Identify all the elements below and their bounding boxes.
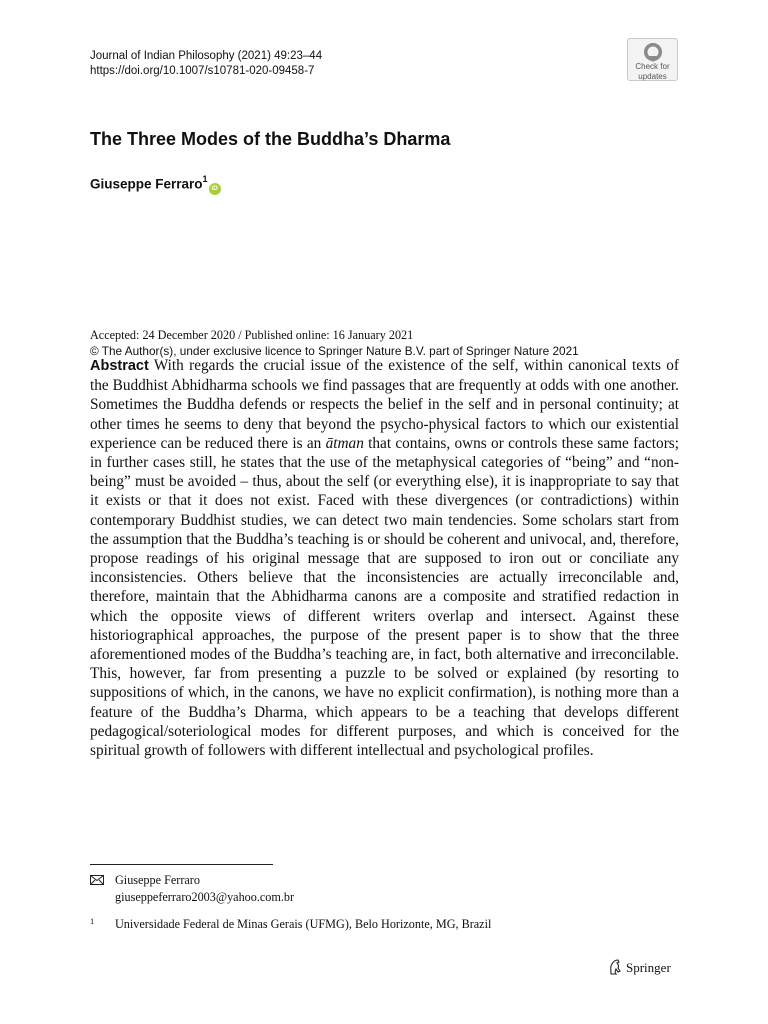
doi-link[interactable]: https://doi.org/10.1007/s10781-020-09458-7 (90, 65, 315, 77)
publication-dates (90, 327, 579, 359)
check-for-updates-icon (643, 42, 663, 62)
publisher-logo (607, 959, 671, 976)
abstract-label: Abstract (90, 358, 149, 374)
badge-line-2: updates (638, 71, 667, 81)
badge-line-1: Check for (635, 62, 670, 71)
journal-header (90, 49, 322, 79)
author-line (90, 175, 221, 195)
affiliation-mark: 1 (202, 174, 208, 184)
article-title: The Three Modes of the Buddha’s Dharma (90, 129, 451, 149)
springer-horse-icon (607, 959, 623, 975)
copyright-line: © The Author(s), under exclusive licence to Springer Nature B.V. part of Springer Nature 2021 (90, 344, 579, 358)
affiliation-text: Universidade Federal de Minas Gerais (UFMG), Belo Horizonte, MG, Brazil (115, 917, 492, 931)
accepted-published-line: Accepted: 24 December 2020 / Published online: 16 January 2021 (90, 328, 414, 342)
publisher-name: Springer (626, 960, 671, 975)
journal-citation: Journal of Indian Philosophy (2021) 49:23–44 (90, 50, 323, 62)
check-for-updates-badge[interactable] (627, 38, 678, 81)
correspondence-name: Giuseppe Ferraro (115, 873, 200, 887)
orcid-icon[interactable]: iD (209, 183, 221, 195)
abstract-text-part-2: that contains, owns or controls these same factors; in further cases still, he states that the use of the metaphysical categories of “being” and “non-being” must be avoided – thus, about the self (or everything else), it is inappropriate to say that it exists or that it does not exist. Faced with these divergences (or contradictions) within contemporary Buddhist studies, we can detect two main tendencies. Some scholars start from the assumption that the Buddha’s teaching is or should be coherent and univocal, and, therefore, propose readings of his original message that are supposed to iron out or conciliate any inconsistencies. Others believe that the inconsistencies are actually irreconcilable and, therefore, maintain that the Abhidharma canons are a composite and stratified redaction in which the opposite views of different writers overlap and intersect. Against these historiographical approaches, the purpose of the present paper is to show that the three aforementioned modes of the Buddha’s teaching are, in fact, both alternative and irreconcilable. This, however, far from presenting a puzzle to be solved or explained (by resorting to suppositions of which, in the canons, we have no explicit confirmation), is nothing more than a feature of the Buddha’s Dharma, which appears to be a teaching that develops different pedagogical/soteriological modes for different purposes, and which is conceived for the spiritual growth of followers with different intellectual and psychological profiles. (90, 434, 679, 760)
correspondence-email[interactable]: giuseppeferraro2003@yahoo.com.br (115, 890, 295, 904)
abstract (90, 356, 679, 760)
abstract-text-part-1: With regards the crucial issue of the existence of the self, within canonical texts of the Buddhist Abhidharma schools we find passages that are frequently at odds with one another. Sometimes the Buddha defends or respects the belief in the self and in personal continuity; at other times he seems to deny that beyond the psycho-physical factors to which our existential experience can be reduced there is an (90, 357, 679, 452)
author-name: Giuseppe Ferraro (90, 176, 203, 192)
envelope-icon (90, 875, 104, 885)
footnote-divider (90, 864, 273, 865)
affiliation-number: 1 (90, 916, 95, 926)
abstract-italic-term: ātman (325, 434, 364, 452)
